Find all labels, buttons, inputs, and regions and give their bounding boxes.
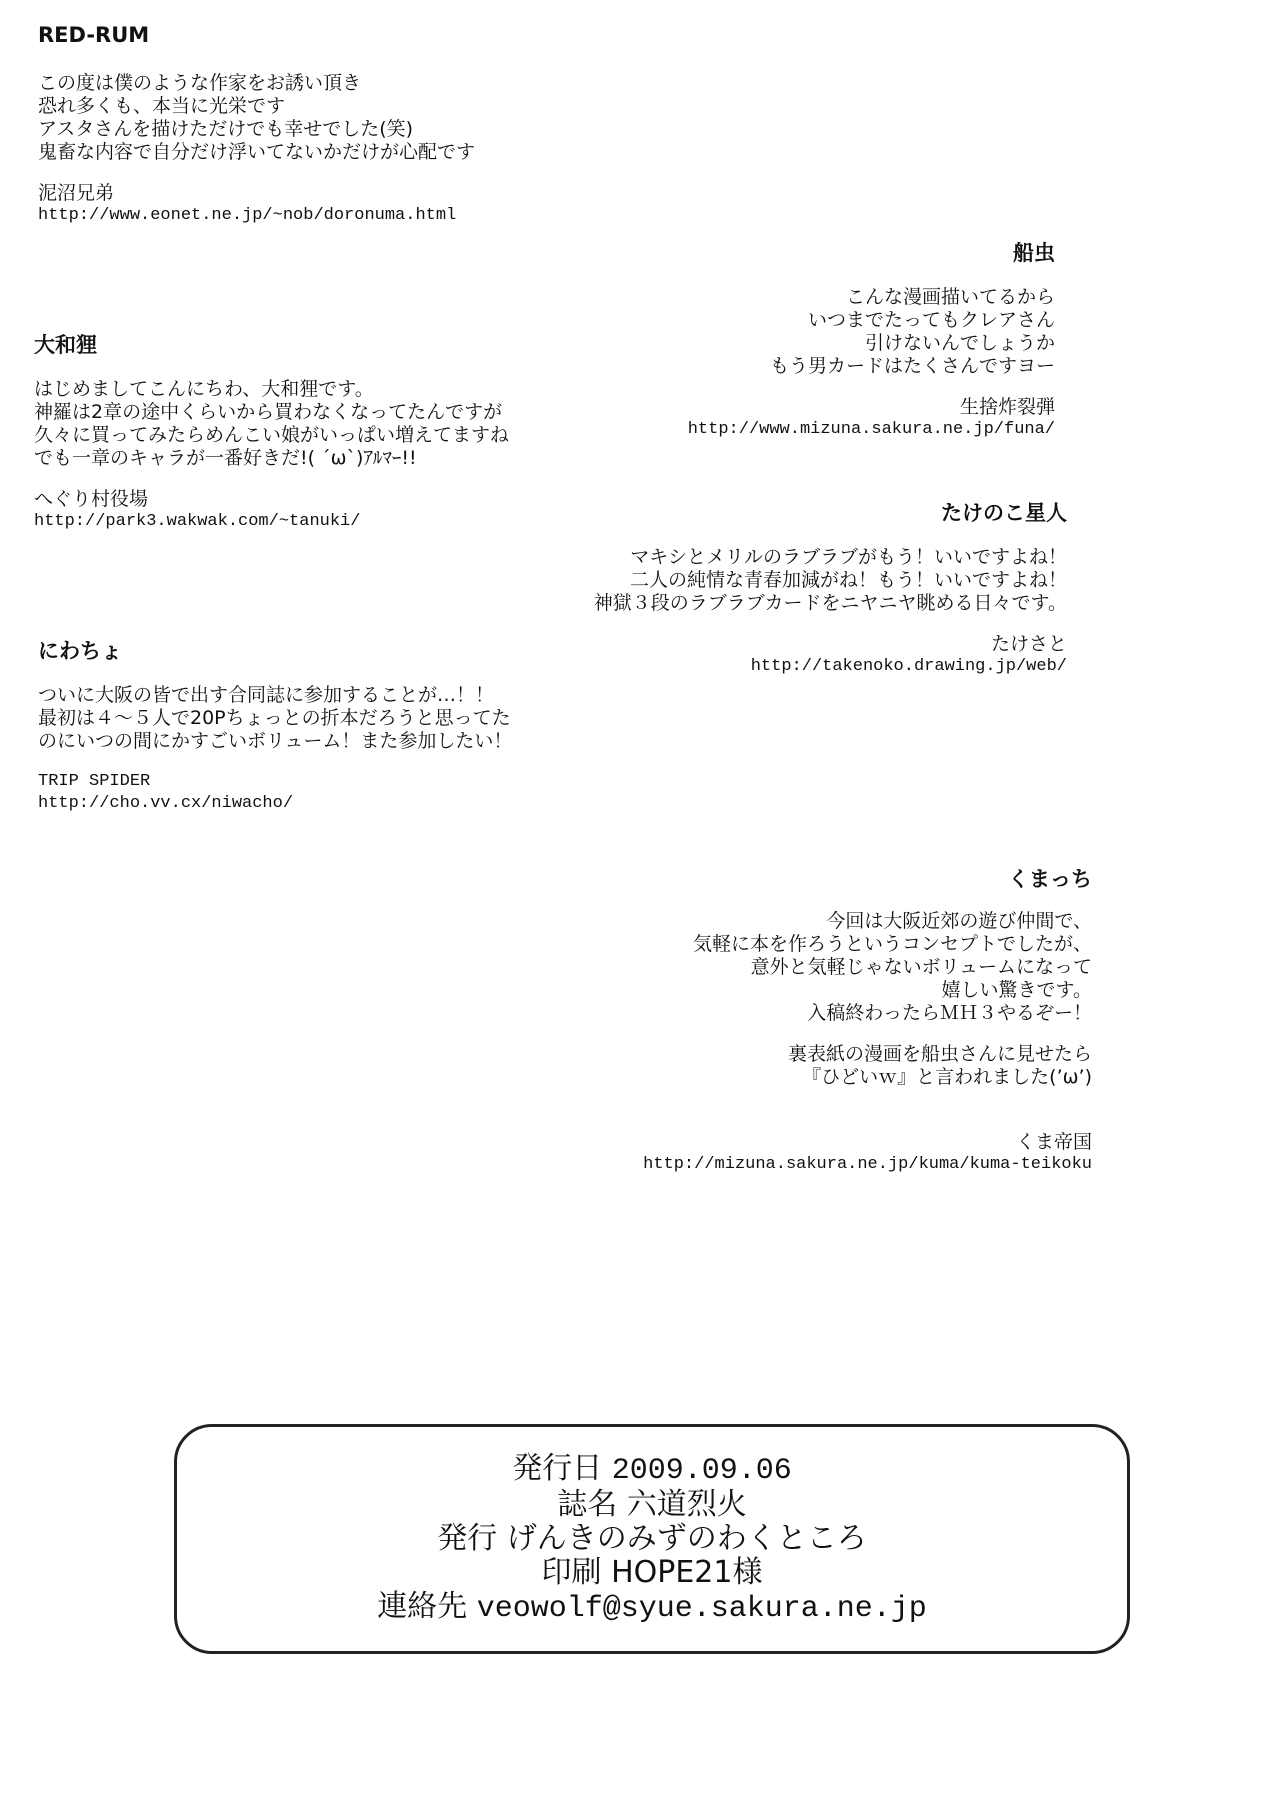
message-line: アスタさんを描けただけでも幸せでした(笑) <box>38 118 414 140</box>
colophon-title-label: 誌名 <box>557 1487 618 1522</box>
site-url: http://park3.wakwak.com/~tanuki/ <box>34 512 361 531</box>
colophon-title <box>557 1488 747 1522</box>
colophon-printer-value: HOPE21様 <box>611 1555 763 1590</box>
site-url: http://cho.vv.cx/niwacho/ <box>38 794 294 813</box>
author-name: 大和狸 <box>34 333 97 357</box>
message-line: 『ひどいｗ』と言われました(’ω’) <box>802 1066 1092 1088</box>
colophon-printer <box>542 1556 763 1590</box>
colophon-publisher-value: げんきのみずのわくところ <box>506 1521 867 1556</box>
message-line: いつまでたってもクレアさん <box>807 309 1055 331</box>
colophon-box <box>174 1424 1130 1654</box>
site-name: くま帝国 <box>1015 1131 1092 1153</box>
site-url: http://mizuna.sakura.ne.jp/kuma/kuma-teikoku <box>643 1155 1092 1174</box>
message-line: はじめましてこんにちわ、大和狸です。 <box>34 378 374 400</box>
site-name: へぐり村役場 <box>34 488 149 510</box>
message-line: 意外と気軽じゃないボリュームになって <box>750 956 1092 978</box>
site-name: 生捨炸裂弾 <box>959 396 1055 418</box>
colophon-date-value: 2009.09.06 <box>611 1454 792 1488</box>
author-block-funamushi <box>688 240 1055 441</box>
author-name: たけのこ星人 <box>941 501 1067 525</box>
message-line: 最初は４～５人で20Pちょっとの折本だろうと思ってた <box>38 707 511 729</box>
message-line: 久々に買ってみたらめんこい娘がいっぱい増えてますね <box>34 424 510 446</box>
colophon-date-label: 発行日 <box>512 1451 603 1486</box>
author-block-takenoko <box>594 500 1067 678</box>
message-line: でも一章のキャラが一番好きだ!( ´ω`)ｱﾙﾏｰ!! <box>34 447 417 469</box>
site-url: http://www.eonet.ne.jp/~nob/doronuma.html <box>38 206 457 225</box>
colophon-title-value: 六道烈火 <box>626 1487 747 1522</box>
site-name: TRIP SPIDER <box>38 772 151 791</box>
author-block-yamatotanuki <box>34 332 509 533</box>
message-line: 嬉しい驚きです。 <box>941 979 1092 1001</box>
message-line: こんな漫画描いてるから <box>845 286 1055 308</box>
colophon-printer-label: 印刷 <box>541 1555 602 1590</box>
author-name: RED-RUM <box>38 23 150 47</box>
author-block-redrum <box>38 22 475 227</box>
message-line: もう男カードはたくさんですヨー <box>769 355 1055 377</box>
site-name: たけさと <box>990 633 1067 655</box>
message-line: 神獄３段のラブラブカードをニヤニヤ眺める日々です。 <box>593 592 1067 614</box>
colophon-date <box>512 1452 792 1488</box>
message-line: 入稿終わったらＭＨ３やるぞー！ <box>807 1002 1092 1024</box>
site-name: 泥沼兄弟 <box>38 182 115 204</box>
colophon-contact-value: veowolf@syue.sakura.ne.jp <box>476 1592 927 1626</box>
message-line: 恐れ多くも、本当に光栄です <box>38 95 286 117</box>
message-line: この度は僕のような作家をお誘い頂き <box>38 72 362 94</box>
message-line: 今回は大阪近郊の遊び仲間で、 <box>826 910 1092 932</box>
colophon-publisher-label: 発行 <box>437 1521 498 1556</box>
colophon-contact-label: 連絡先 <box>377 1589 468 1624</box>
message-line: 引けないんでしょうか <box>864 332 1055 354</box>
message-line: 裏表紙の漫画を船虫さんに見せたら <box>787 1043 1092 1065</box>
message-line: 二人の純情な青春加減がね！もう！いいですよね！ <box>629 569 1067 591</box>
author-name: くまっち <box>1008 867 1092 891</box>
site-url: http://www.mizuna.sakura.ne.jp/funa/ <box>687 420 1055 439</box>
message-line: マキシとメリルのラブラブがもう！いいですよね！ <box>630 546 1067 568</box>
colophon-contact <box>377 1590 927 1626</box>
message-line: のにいつの間にかすごいボリューム！また参加したい！ <box>38 730 513 752</box>
colophon-publisher <box>437 1522 867 1556</box>
site-url: http://takenoko.drawing.jp/web/ <box>750 657 1067 676</box>
message-line: ついに大阪の皆で出す合同誌に参加することが…！！ <box>38 684 495 706</box>
author-name: 船虫 <box>1013 241 1055 265</box>
message-line: 気軽に本を作ろうというコンセプトでしたが、 <box>692 933 1092 955</box>
message-line: 鬼畜な内容で自分だけ浮いてないかだけが心配です <box>38 141 476 163</box>
author-block-kumacchi <box>643 866 1092 1176</box>
author-name: にわちょ <box>38 639 122 663</box>
message-line: 神羅は2章の途中くらいから買わなくなってたんですが <box>34 401 503 423</box>
author-block-niwacho <box>38 638 512 815</box>
